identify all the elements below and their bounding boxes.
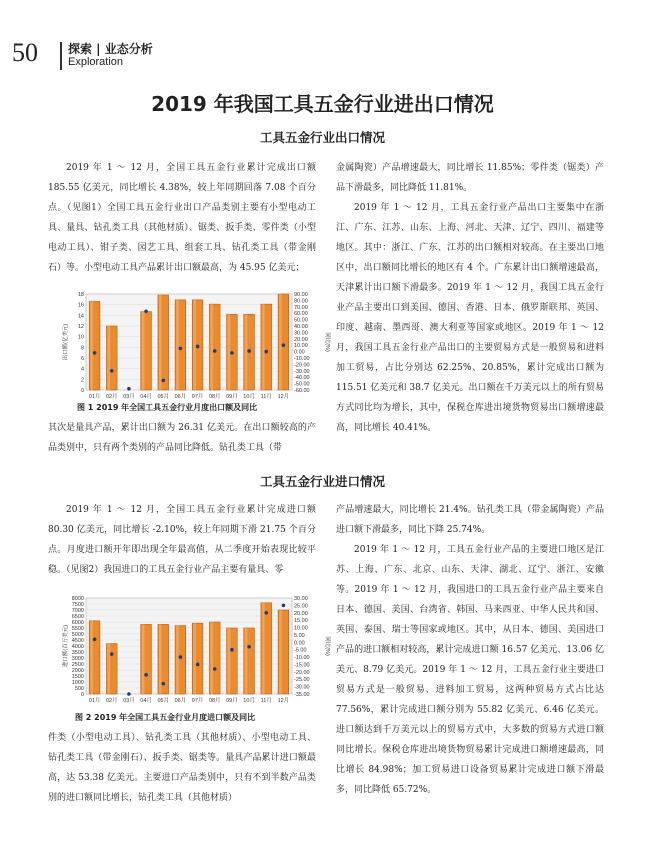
yoy-point — [110, 369, 114, 373]
yoy-point — [127, 692, 131, 696]
page-title: 2019 年我国工具五金行业进出口情况 — [151, 92, 494, 116]
y2-tick-label: -20.00 — [294, 362, 310, 369]
yoy-point — [93, 351, 97, 355]
y2-axis-label: 同比(%) — [324, 332, 330, 352]
x-tick-label: 01月 — [88, 394, 101, 400]
x-tick-label: 10月 — [243, 698, 255, 704]
yoy-point — [213, 667, 217, 671]
yoy-point — [127, 387, 131, 391]
x-tick-label: 04月 — [140, 394, 152, 400]
y2-tick-label: 70.00 — [294, 304, 308, 311]
section-label-en: Exploration — [68, 56, 124, 68]
y2-tick-label: 20.00 — [294, 336, 308, 343]
y-tick-label: 3500 — [71, 650, 84, 656]
y-axis-label: 出口额(亿美元) — [63, 323, 69, 361]
y-tick-label: 4500 — [71, 638, 84, 644]
yoy-point — [93, 638, 97, 642]
y2-tick-label: -10.00 — [294, 655, 310, 662]
y-tick-label: 14 — [77, 313, 84, 320]
y2-tick-label: 5.00 — [294, 632, 305, 639]
bar-highlight — [107, 644, 110, 694]
y-tick-label: 1500 — [71, 674, 84, 680]
bar-highlight — [262, 304, 265, 390]
bar-highlight — [210, 304, 213, 390]
yoy-point — [230, 351, 234, 355]
bar-highlight — [90, 301, 93, 390]
y-tick-label: 12 — [77, 324, 84, 330]
bar-highlight — [262, 603, 265, 694]
yoy-point — [161, 682, 165, 686]
export-left-paragraph-2: 其次是量具产品，累计出口额为 26.31 亿美元。在出口额较高的产品类别中，只有两个类别的产品同比降低。钻孔类工具（带 — [48, 423, 316, 453]
y-tick-label: 4000 — [71, 644, 84, 650]
y2-tick-label: 60.00 — [294, 311, 308, 318]
yoy-point — [161, 379, 165, 383]
y2-tick-label: 30.00 — [294, 330, 308, 337]
bar-highlight — [176, 626, 179, 694]
y2-tick-label: 80.00 — [294, 298, 308, 305]
x-tick-label: 06月 — [174, 394, 187, 400]
bar-highlight — [90, 621, 93, 694]
import-chart — [60, 594, 328, 706]
bar-highlight — [279, 294, 282, 390]
y2-tick-label: 10.00 — [294, 625, 308, 632]
y2-tick-label: 15.00 — [294, 618, 308, 625]
yoy-point — [144, 309, 148, 313]
yoy-point — [196, 345, 200, 349]
figure-1-caption: 图 1 2019 年全国工具五金行业月度出口额及同比 — [77, 403, 258, 412]
section-label: 探索 | 业态分析 — [68, 42, 153, 56]
y-tick-label: 8000 — [71, 596, 84, 602]
bar-highlight — [193, 623, 196, 694]
bar-highlight — [142, 312, 145, 390]
bar-highlight — [228, 628, 231, 694]
yoy-point — [110, 652, 114, 656]
bar-highlight — [142, 624, 145, 694]
y2-tick-label: 90.00 — [294, 292, 308, 298]
x-tick-label: 11月 — [260, 394, 272, 400]
page-number: 50 — [12, 38, 38, 67]
y-tick-label: 0 — [80, 692, 84, 698]
yoy-point — [247, 645, 251, 649]
y-tick-label: 3000 — [71, 656, 84, 662]
export-left-paragraph-1: 2019 年 1 ～ 12 月，全国工具五金行业累计完成出口额 185.55 亿美元，同比增长 4.38%，较上年同期回落 7.08 个百分点。（见图1）全国工具五金行业出口产品类别主要有小型电动工具、量具、钻孔类工具（其他材质）、锯类、扳手类、零件类（小型电动工具）、钳子类、园艺工具、组套工具、钻孔类工具（带金刚石）等。小型电动工具产品累计出口额最高，为 45.95 亿美元； — [48, 163, 316, 273]
x-tick-label: 02月 — [105, 698, 118, 704]
bar-highlight — [245, 314, 248, 390]
y2-tick-label: -15.00 — [294, 662, 310, 669]
export-chart — [60, 290, 328, 402]
x-tick-label: 02月 — [105, 394, 118, 400]
y-tick-label: 2 — [80, 377, 84, 384]
x-tick-label: 09月 — [226, 698, 238, 704]
y2-tick-label: 0.00 — [294, 349, 305, 356]
y-tick-label: 5500 — [71, 626, 84, 632]
y-tick-label: 5000 — [71, 632, 84, 638]
y-tick-label: 2500 — [71, 662, 84, 668]
y2-tick-label: -60.00 — [294, 388, 310, 394]
bar-highlight — [228, 314, 231, 390]
y2-tick-label: -30.00 — [294, 368, 310, 375]
yoy-point — [247, 349, 251, 353]
y-tick-label: 0 — [80, 388, 84, 394]
bar-highlight — [279, 610, 282, 694]
y-tick-label: 4 — [80, 366, 84, 373]
import-right-paragraph-2: 2019 年 1 ～ 12 月，工具五金行业产品的主要进口地区是江苏、上海、广东、北京、山东、天津、湖北、辽宁、浙江、安徽等。2019 年 1 ～ 12 月，我国进口的工具五金行业产品主要来自日本、德国、美国、台湾省、韩国、马来西亚、中华人民共和国、英国、泰国、瑞士等国家或地区。其中，从日本、德国、美国进口产品的进口额相对较高，累计完成进口额 16.57 亿美元、13.06 亿美元、8.79 亿美元。2019 年 1 ～ 12 月，工具五金行业主要进口贸易方式是一般贸易、进料加工贸易，这两种贸易方式占比达 77.56%，累计完成进口额分别为 55.82 亿美元、6.46 亿美元。进口额达到千万美元以上的贸易方式中，大多数的贸易方式进口额同比增长。保税仓库进出境货物贸易累计完成进口额增速最高，同比增长 84.98%；加工贸易进口设备贸易累计完成进口额下滑最多，同比降低 65.72%。 — [336, 545, 604, 795]
yoy-point — [230, 648, 234, 652]
y-tick-label: 7000 — [71, 608, 84, 614]
y2-tick-label: 0.00 — [294, 640, 305, 647]
x-tick-label: 06月 — [174, 698, 187, 704]
bar-highlight — [245, 628, 248, 694]
yoy-point — [179, 347, 183, 351]
y-tick-label: 6000 — [71, 620, 84, 626]
y2-tick-label: -50.00 — [294, 381, 310, 388]
yoy-point — [264, 350, 268, 354]
x-tick-label: 01月 — [88, 698, 101, 704]
y2-tick-label: 20.00 — [294, 610, 308, 617]
y-tick-label: 7500 — [71, 602, 84, 608]
y-tick-label: 2000 — [71, 668, 84, 674]
x-tick-label: 07月 — [191, 394, 204, 400]
export-right-paragraph-1: 金属陶瓷）产品增速最大，同比增长 11.85%；零件类（锯类）产品下滑最多，同比降低 11.81%。 — [336, 163, 604, 193]
y2-tick-label: -40.00 — [294, 375, 310, 382]
bar-highlight — [193, 300, 196, 390]
y-axis-label: 进口额(百万美元) — [63, 624, 69, 668]
x-tick-label: 08月 — [208, 394, 221, 400]
bar-highlight — [107, 326, 110, 390]
export-right-paragraph-2: 2019 年 1 ～ 12 月，工具五金行业产品出口主要集中在浙江、广东、江苏、山东、上海、河北、天津、辽宁、四川、福建等地区。其中：浙江、广东、江苏的出口额相对较高。在主要出口地区中，出口额同比增长的地区有 4 个。广东累计出口额增速最高，天津累计出口额下滑最多。2019 年 1 ～ 12 月，我国工具五金行业产品主要出口到美国、德国、香港、日本、俄罗斯联邦、英国、印度、越南、墨西哥、澳大利亚等国家或地区。2019 年 1 ～ 12 月，我国工具五金行业产品出口的主要贸易方式是一般贸易和进料加工贸易，占比分别达 62.25%、20.85%，累计完成出口额为 115.51 亿美元和 38.7 亿美元。出口额在千万美元以上的所有贸易方式同比均为增长，其中，保税仓库进出境货物贸易出口额增速最高，同比增长 40.41%。 — [336, 203, 604, 433]
y2-tick-label: -20.00 — [294, 669, 310, 676]
x-tick-label: 07月 — [191, 698, 204, 704]
x-tick-label: 03月 — [123, 698, 135, 704]
yoy-point — [196, 663, 200, 667]
yoy-point — [144, 673, 148, 677]
x-tick-label: 12月 — [277, 698, 290, 704]
y2-tick-label: -30.00 — [294, 684, 310, 691]
x-tick-label: 10月 — [243, 394, 255, 400]
yoy-point — [282, 343, 286, 347]
import-left-paragraph-1: 2019 年 1 ～ 12 月，全国工具五金行业累计完成进口额 80.30 亿美元，同比增长 -2.10%，较上年同期下滑 21.75 个百分点。月度进口额开年即出现全年最高值，从二季度开始表现比较平稳。（见图2）我国进口的工具五金行业产品主要有量具、零 — [48, 505, 316, 575]
import-left-paragraph-2: 件类（小型电动工具）、钻孔类工具（其他材质）、小型电动工具、钻孔类工具（带金刚石）、扳手类、锯类等。量具产品累计进口额最高，达 53.38 亿美元。主要进口产品类别中，只有不到半数产品类别的进口额同比增长，钻孔类工具（其他材质） — [48, 733, 316, 803]
y-tick-label: 16 — [77, 302, 84, 309]
x-tick-label: 12月 — [277, 394, 290, 400]
y2-axis-label: 同比(%) — [324, 636, 330, 656]
y2-tick-label: 40.00 — [294, 324, 308, 330]
x-tick-label: 03月 — [123, 394, 135, 400]
y2-tick-label: 10.00 — [294, 343, 308, 350]
x-tick-label: 04月 — [140, 698, 152, 704]
x-tick-label: 05月 — [157, 394, 170, 400]
y-tick-label: 6500 — [71, 614, 84, 620]
y2-tick-label: -5.00 — [294, 647, 307, 654]
y-tick-label: 18 — [77, 292, 84, 298]
x-tick-label: 09月 — [226, 394, 238, 400]
yoy-point — [282, 604, 286, 608]
export-heading: 工具五金行业出口情况 — [259, 130, 385, 145]
y2-tick-label: -35.00 — [294, 692, 310, 698]
import-right-paragraph-1: 产品增速最大，同比增长 21.4%。钻孔类工具（带金属陶瓷）产品进口额下滑最多，同比下降 25.74%。 — [336, 505, 604, 535]
bar-highlight — [159, 624, 162, 694]
yoy-point — [179, 655, 183, 659]
y-tick-label: 6 — [80, 356, 84, 362]
yoy-point — [264, 611, 268, 615]
y2-tick-label: 25.00 — [294, 603, 308, 610]
x-tick-label: 11月 — [260, 698, 272, 704]
bar-highlight — [159, 295, 162, 390]
bar-highlight — [210, 622, 213, 694]
y-tick-label: 500 — [74, 686, 84, 692]
y2-tick-label: 30.00 — [294, 596, 308, 602]
header-divider — [60, 42, 62, 70]
y-tick-label: 1000 — [71, 680, 84, 686]
x-tick-label: 05月 — [157, 698, 170, 704]
y2-tick-label: 50.00 — [294, 317, 308, 324]
y2-tick-label: -25.00 — [294, 677, 310, 684]
y2-tick-label: -10.00 — [294, 356, 310, 362]
y-tick-label: 8 — [80, 345, 84, 352]
x-tick-label: 08月 — [208, 698, 221, 704]
yoy-point — [213, 349, 217, 353]
figure-2-caption: 图 2 2019 年全国工具五金行业月度进口额及同比 — [75, 713, 256, 722]
y-tick-label: 10 — [77, 334, 84, 341]
bar-highlight — [176, 300, 179, 390]
import-heading: 工具五金行业进口情况 — [259, 474, 385, 489]
